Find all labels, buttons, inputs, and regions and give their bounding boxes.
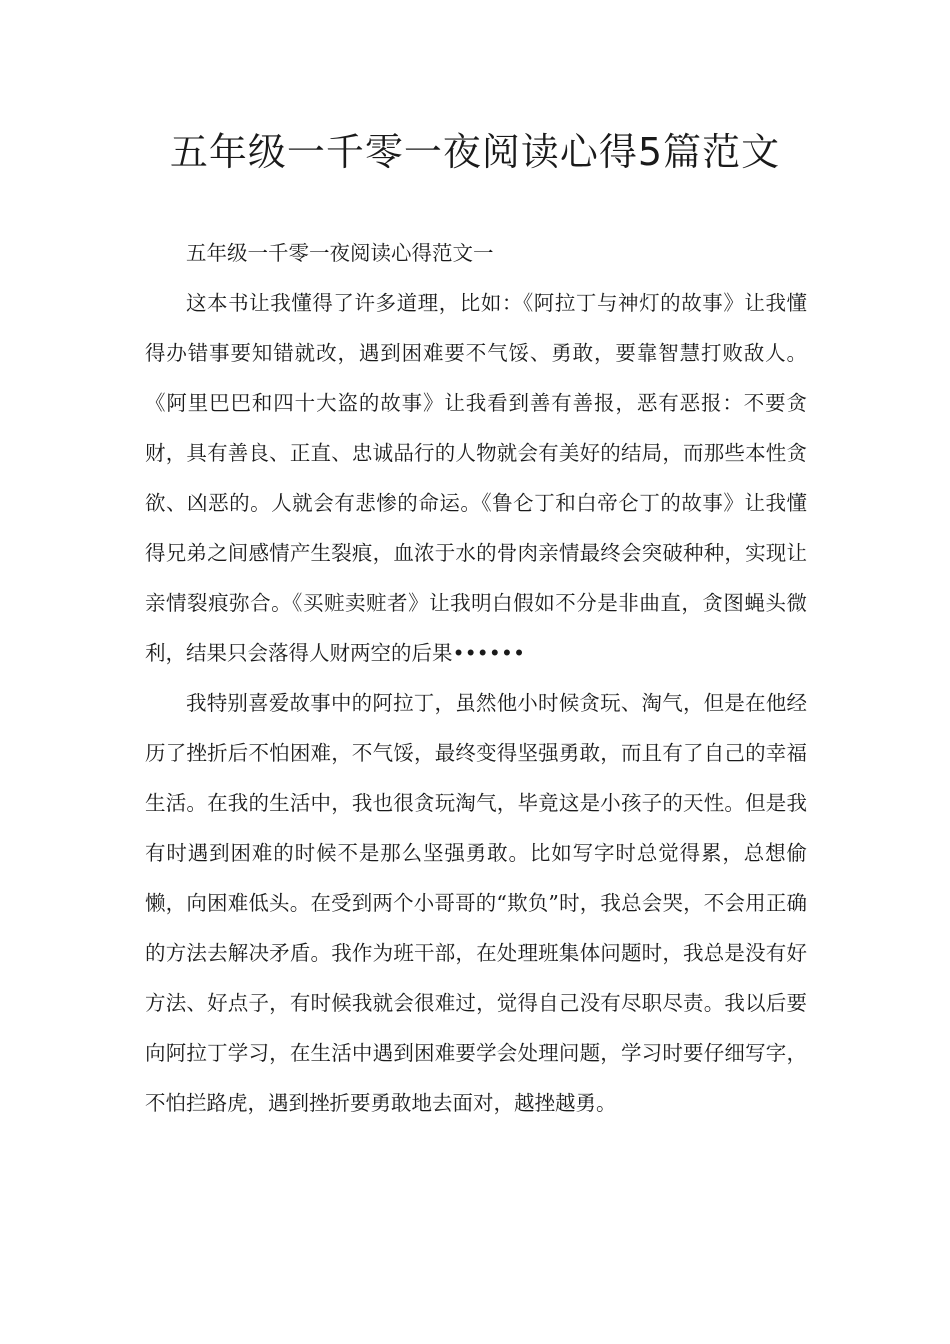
document-title: 五年级一千零一夜阅读心得5篇范文 [169, 130, 781, 174]
section-heading: 五年级一千零一夜阅读心得范文一 [186, 241, 494, 265]
document-body [145, 228, 807, 1128]
paragraph-1: 这本书让我懂得了许多道理，比如：《阿拉丁与神灯的故事》让我懂得办错事要知错就改，遇到困难要不气馁、勇敢，要靠智慧打败敌人。《阿里巴巴和四十大盗的故事》让我看到善有善报，恶有恶报：不要贪财，具有善良、正直、忠诚品行的人物就会有美好的结局，而那些本性贪欲、凶恶的。人就会有悲惨的命运。《鲁仑丁和白帝仑丁的故事》让我懂得兄弟之间感情产生裂痕，血浓于水的骨肉亲情最终会突破种种，实现让亲情裂痕弥合。《买赃卖赃者》让我明白假如不分是非曲直，贪图蝇头微利，结果只会落得人财两空的后果•••••• [145, 291, 807, 665]
paragraph-2: 我特别喜爱故事中的阿拉丁，虽然他小时候贪玩、淘气，但是在他经历了挫折后不怕困难，不气馁，最终变得坚强勇敢，而且有了自己的幸福生活。在我的生活中，我也很贪玩淘气，毕竟这是小孩子的天性。但是我有时遇到困难的时候不是那么坚强勇敢。比如写字时总觉得累，总想偷懒，向困难低头。在受到两个小哥哥的“欺负”时，我总会哭，不会用正确的方法去解决矛盾。我作为班干部，在处理班集体问题时，我总是没有好方法、好点子，有时候我就会很难过，觉得自己没有尽职尽责。我以后要向阿拉丁学习，在生活中遇到困难要学会处理问题，学习时要仔细写字，不怕拦路虎，遇到挫折要勇敢地去面对，越挫越勇。 [145, 691, 807, 1115]
